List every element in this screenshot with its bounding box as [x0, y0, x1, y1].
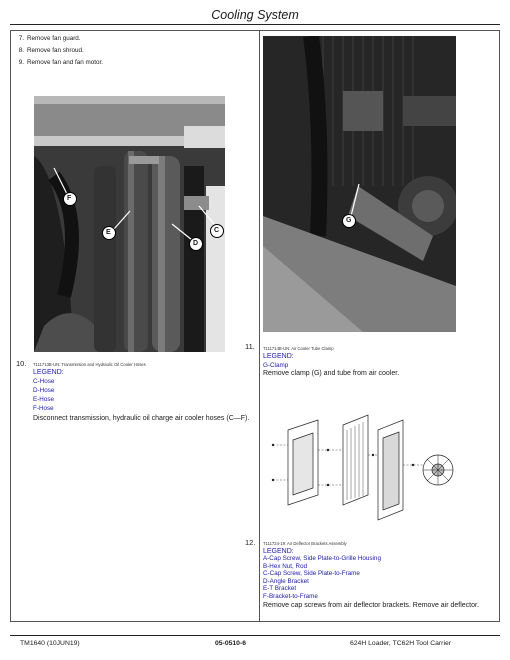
- photo-cooler-hoses: [34, 96, 225, 352]
- figure-10-legend: [33, 377, 54, 413]
- step-number: 9.: [18, 59, 24, 66]
- header-divider: [10, 24, 500, 25]
- footer-page-number: 05-0510-6: [215, 640, 246, 647]
- step-11-number: 11.: [245, 342, 255, 351]
- step-12-number: 12.: [245, 538, 256, 547]
- step-text: Remove fan and fan motor.: [27, 59, 103, 66]
- legend-item: B-Hex Nut, Rod: [263, 562, 308, 570]
- figure-12-caption: T111724-19: Air Deflector Brackets Assembly: [263, 541, 347, 546]
- footer-divider: [10, 635, 500, 636]
- figure-12-legend-title: LEGEND:: [263, 548, 294, 555]
- callouts-overlay: [34, 96, 225, 352]
- legend-item: C-Cap Screw, Side Plate-to-Frame: [263, 570, 360, 578]
- figure-11-instruction: Remove clamp (G) and tube from air cooler.: [263, 370, 400, 377]
- callout-F: [54, 168, 77, 206]
- photo-air-cooler-clamp: [263, 36, 456, 332]
- figure-12-instruction: Remove cap screws from air deflector brackets. Remove air deflector.: [263, 602, 479, 609]
- figure-10-caption: T111713B-UN: Transmission and Hydraulic Oil Cooler Hoses: [33, 362, 146, 367]
- legend-item: G-Clamp: [263, 362, 289, 369]
- exploded-diagram-deflector-brackets: [263, 400, 463, 535]
- step-text: Remove fan guard.: [27, 35, 81, 42]
- figure-10-legend-title: LEGEND:: [33, 369, 64, 376]
- page-title: Cooling System: [211, 8, 299, 22]
- legend-item: C-Hose: [33, 378, 55, 385]
- figure-11-legend-title: LEGEND:: [263, 353, 294, 360]
- column-divider: [259, 30, 260, 622]
- legend-item: E-Hose: [33, 396, 54, 403]
- step-10-number: 10.: [16, 359, 27, 368]
- deflector-brackets-drawing: [263, 400, 463, 535]
- step-text: Remove fan shroud.: [27, 47, 84, 54]
- callout-E-label: E: [106, 229, 111, 236]
- footer-product: 624H Loader, TC62H Tool Carrier: [350, 640, 452, 647]
- figure-10-instruction: Disconnect transmission, hydraulic oil charge air cooler hoses (C—F).: [33, 415, 250, 422]
- callout-F-label: F: [67, 195, 72, 202]
- legend-item: D-Angle Bracket: [263, 577, 309, 585]
- legend-item: F-Bracket-to-Frame: [263, 592, 318, 600]
- step-number: 8.: [18, 47, 24, 54]
- callout-D-label: D: [193, 240, 199, 247]
- footer-doc-id: TM1640 (10JUN19): [20, 640, 80, 647]
- figure-12-legend: [263, 555, 381, 601]
- legend-item: A-Cap Screw, Side Plate-to-Grille Housing: [263, 555, 381, 562]
- legend-item: D-Hose: [33, 387, 55, 394]
- callout-C-label: C: [214, 227, 220, 234]
- callouts-overlay: [263, 36, 456, 332]
- legend-item: F-Hose: [33, 405, 54, 412]
- figure-11-caption: T111714B-UN: Air Cooler Tube Clamp: [263, 346, 334, 351]
- step-number: 7.: [18, 35, 24, 42]
- callout-G-label: G: [346, 217, 352, 224]
- callout-C: [199, 206, 224, 238]
- legend-item: E-T Bracket: [263, 585, 297, 593]
